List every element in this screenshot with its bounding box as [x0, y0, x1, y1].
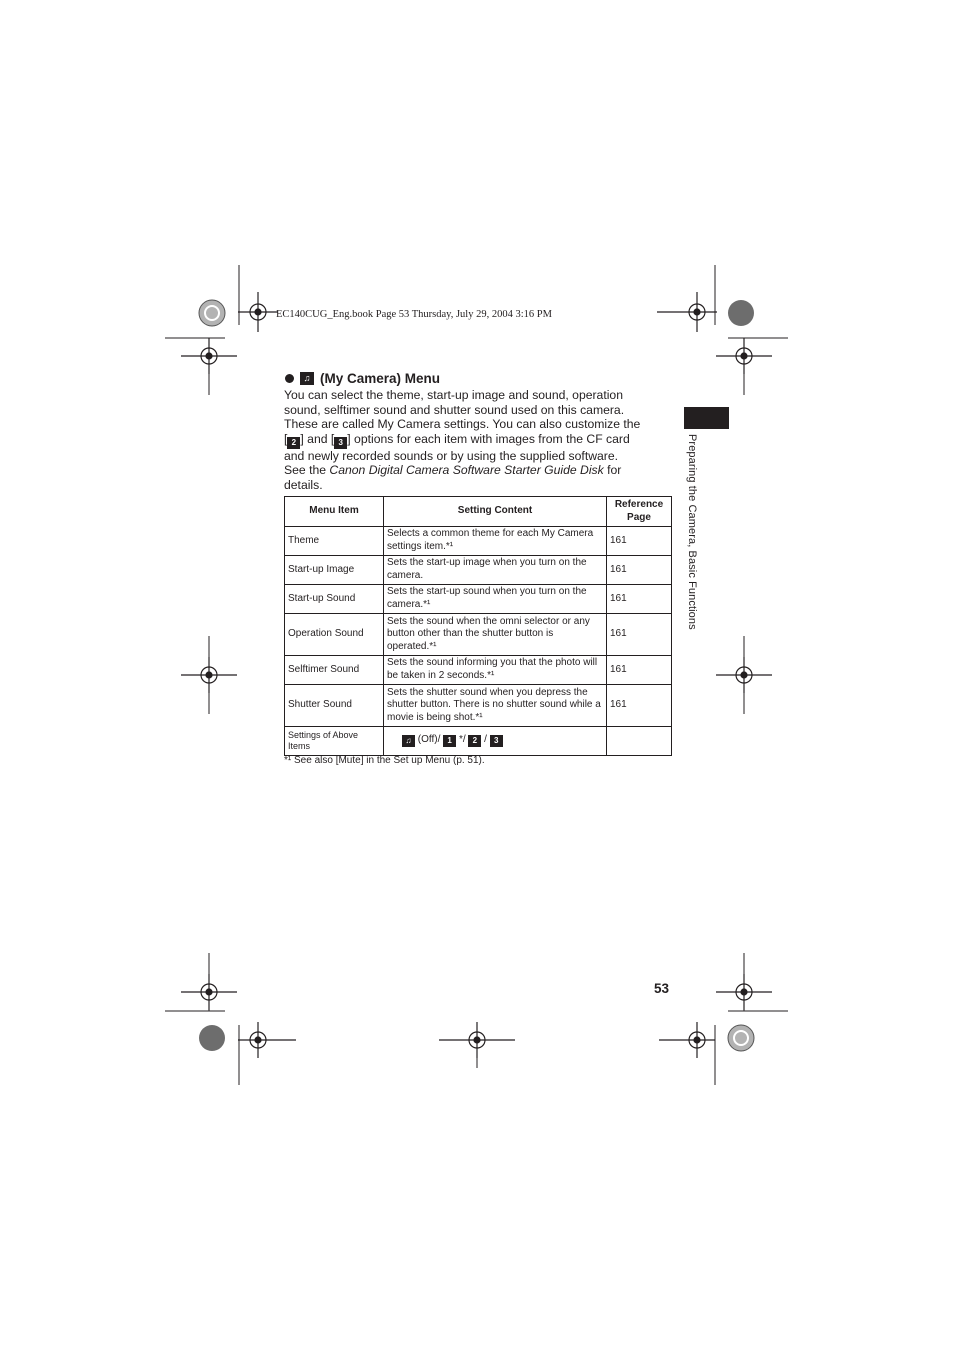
menu-item-cell: Start-up Sound	[285, 585, 384, 614]
menu-item-cell: Shutter Sound	[285, 685, 384, 727]
table-row	[285, 656, 672, 685]
reference-page-cell: 161	[607, 614, 672, 656]
reference-page-cell	[607, 727, 672, 756]
setting-3-icon: 3	[334, 437, 347, 449]
setting-content-cell: Sets the sound informing you that the photo will be taken in 2 seconds.*¹	[384, 656, 607, 685]
setting-content-cell: Sets the shutter sound when you depress the shutter button. There is no shutter sound while a movie is being shot.*¹	[384, 685, 607, 727]
paragraph-line: details.	[284, 477, 323, 492]
section-title: (My Camera) Menu	[320, 371, 441, 386]
setting-2-icon: 2	[287, 437, 300, 449]
paragraph-line: sound, selftimer sound and shutter sound used on this camera.	[284, 402, 625, 417]
paragraph-text: for	[603, 463, 622, 478]
bracket-text: ] and [	[300, 431, 335, 446]
setting-3-icon: 3	[490, 735, 503, 747]
chapter-tab-label: Preparing the Camera, Basic Functions	[686, 434, 698, 630]
menu-item-cell: Start-up Image	[285, 556, 384, 585]
settings-options-cell	[384, 727, 607, 756]
table-row	[285, 585, 672, 614]
table-row	[285, 527, 672, 556]
menu-item-cell: Settings of Above Items	[285, 727, 384, 756]
setting-content-cell: Selects a common theme for each My Camera settings item.*¹	[384, 527, 607, 556]
setting-1-icon: 1	[443, 735, 456, 747]
section-heading	[285, 371, 440, 386]
menu-item-cell: Theme	[285, 527, 384, 556]
setting-content-cell: Sets the start-up image when you turn on the camera.	[384, 556, 607, 585]
header-reference-page: Reference Page	[607, 497, 672, 527]
paragraph-line: These are called My Camera settings. You can also customize the	[284, 417, 641, 432]
menu-item-cell: Operation Sound	[285, 614, 384, 656]
setting-2-icon: 2	[468, 735, 481, 747]
reference-page-cell: 161	[607, 656, 672, 685]
my-camera-menu-table	[284, 496, 672, 756]
reference-page-cell: 161	[607, 685, 672, 727]
page-number: 53	[654, 981, 670, 996]
section-paragraph	[284, 388, 674, 493]
table-row	[285, 614, 672, 656]
off-label: (Off)/	[417, 734, 441, 746]
setting-content-cell: Sets the sound when the omni selector or any button other than the shutter button is operated.*¹	[384, 614, 607, 656]
header-setting-content: Setting Content	[384, 497, 607, 527]
separator-text: */	[458, 734, 466, 746]
bullet-icon	[285, 374, 294, 383]
setting-content-cell: Sets the start-up sound when you turn on the camera.*¹	[384, 585, 607, 614]
paragraph-line: You can select the theme, start-up image and sound, operation	[284, 388, 623, 402]
footnote: *¹ See also [Mute] in the Set up Menu (p. 51).	[284, 755, 485, 766]
paragraph-text: ] options for each item with images from the CF card	[347, 431, 630, 446]
table-row	[285, 685, 672, 727]
paragraph-line: and newly recorded sounds or by using the supplied software.	[284, 448, 619, 463]
my-camera-icon: ♫	[300, 372, 314, 385]
software-title: Canon Digital Camera Software Starter Guide Disk	[329, 463, 604, 478]
table-header-row	[285, 497, 672, 527]
paragraph-line	[284, 432, 674, 449]
reference-page-cell: 161	[607, 527, 672, 556]
header-menu-item: Menu Item	[285, 497, 384, 527]
book-file-header: EC140CUG_Eng.book Page 53 Thursday, July 29, 2004 3:16 PM	[276, 309, 552, 320]
chapter-tab	[684, 407, 729, 429]
reference-page-cell: 161	[607, 585, 672, 614]
table-row	[285, 727, 672, 756]
reference-page-cell: 161	[607, 556, 672, 585]
paragraph-line	[284, 463, 674, 478]
separator-text: /	[484, 734, 487, 746]
menu-item-cell: Selftimer Sound	[285, 656, 384, 685]
table-row	[285, 556, 672, 585]
my-camera-off-icon: ♫	[402, 735, 415, 747]
bracket-text: [	[284, 431, 288, 446]
paragraph-text: See the	[284, 463, 330, 478]
